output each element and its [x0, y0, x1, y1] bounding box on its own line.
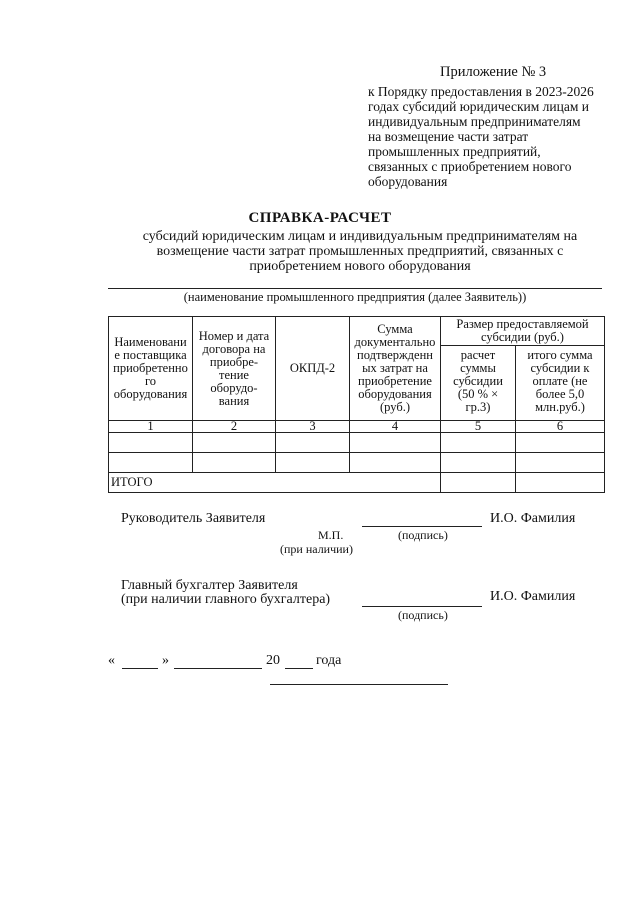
- header-calc: расчет суммы субсидии (50 % × гр.3): [441, 346, 516, 421]
- applicant-name-line: [108, 288, 602, 289]
- table-cell: [276, 433, 350, 453]
- table-row: [109, 453, 605, 473]
- date-century: 20: [266, 653, 280, 668]
- accountant-signature-caption: (подпись): [398, 608, 448, 622]
- table-cell: [276, 453, 350, 473]
- column-number: 3: [276, 421, 350, 433]
- table-cell: [441, 453, 516, 473]
- applicant-name-caption: (наименование промышленного предприятия (далее Заявитель)): [183, 290, 527, 304]
- table-cell: [193, 453, 276, 473]
- accountant-name: И.О. Фамилия: [490, 589, 576, 604]
- table-row: [109, 433, 605, 453]
- date-day-line: [122, 668, 158, 669]
- table-cell: [109, 433, 193, 453]
- head-label: Руководитель Заявителя: [121, 511, 266, 526]
- table-cell: [193, 433, 276, 453]
- header-okpd: ОКПД-2: [276, 317, 350, 421]
- date-close-quote: »: [162, 653, 169, 668]
- head-signature-caption: (подпись): [398, 528, 448, 542]
- date-open-quote: «: [108, 653, 115, 668]
- table-header-row: [109, 317, 605, 346]
- date-month-line: [174, 668, 262, 669]
- header-contract: Номер и дата договора на приобре- тение оборудо- вания: [193, 317, 276, 421]
- total-row: [109, 473, 605, 493]
- table-cell: [441, 433, 516, 453]
- column-number: 6: [516, 421, 605, 433]
- header-total-pay: итого сумма субсидии к оплате (не более 5,0 млн.руб.): [516, 346, 605, 421]
- date-suffix: года: [316, 653, 342, 668]
- stamp-label: М.П.: [318, 528, 344, 542]
- accountant-note: (при наличии главного бухгалтера): [121, 592, 331, 607]
- column-number: 1: [109, 421, 193, 433]
- table-cell: [350, 453, 441, 473]
- header-subsidy-group: Размер предоставляемой субсидии (руб.): [441, 317, 605, 346]
- table-cell: [441, 473, 516, 493]
- bottom-line: [270, 684, 448, 685]
- calculation-table: [108, 316, 605, 493]
- stamp-note: (при наличии): [280, 542, 353, 556]
- column-number: 4: [350, 421, 441, 433]
- table-cell: [350, 433, 441, 453]
- document-title: СПРАВКА-РАСЧЕТ: [248, 210, 392, 226]
- accountant-signature-line: [362, 606, 482, 607]
- accountant-label: Главный бухгалтер Заявителя: [121, 578, 298, 593]
- total-label: ИТОГО: [109, 473, 441, 493]
- head-signature-line: [362, 526, 482, 527]
- document-subtitle: субсидий юридическим лицам и индивидуальным предпринимателям на возмещение части затрат промышленных предприятий, связанных с приобретением нового оборудования: [142, 229, 578, 274]
- table-cell: [516, 473, 605, 493]
- date-year-line: [285, 668, 313, 669]
- column-numbers-row: [109, 421, 605, 433]
- header-amount: Сумма документально подтвержденн ых затрат на приобретение оборудования (руб.): [350, 317, 441, 421]
- head-name: И.О. Фамилия: [490, 511, 576, 526]
- column-number: 5: [441, 421, 516, 433]
- column-number: 2: [193, 421, 276, 433]
- header-supplier: Наименовани е поставщика приобретенно го оборудования: [109, 317, 193, 421]
- table-cell: [516, 453, 605, 473]
- appendix-reference: к Порядку предоставления в 2023-2026 годах субсидий юридическим лицам и индивидуальным предпринимателям на возмещение части затрат промышленных предприятий, связанных с приобретением нового оборудования: [368, 84, 594, 189]
- table-cell: [109, 453, 193, 473]
- appendix-title: Приложение № 3: [440, 64, 547, 80]
- table-cell: [516, 433, 605, 453]
